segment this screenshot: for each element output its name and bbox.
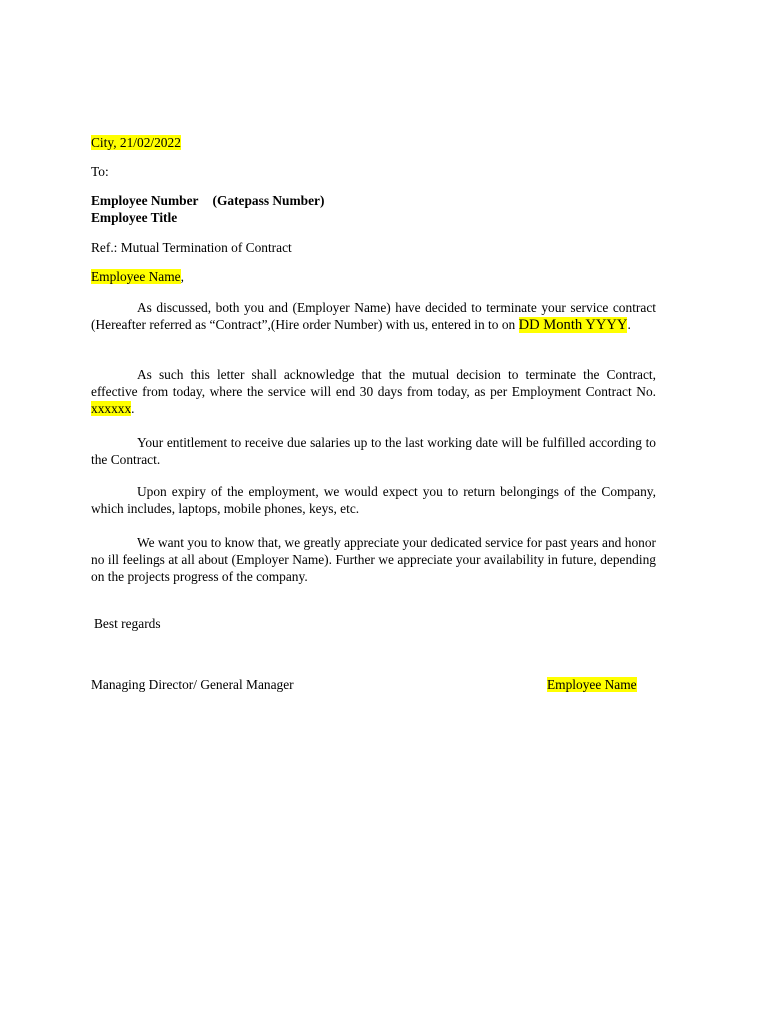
salutation-name: Employee Name	[91, 269, 181, 284]
paragraph-2-end: .	[131, 401, 135, 416]
contract-number: xxxxxx	[91, 401, 132, 416]
paragraph-2-text: As such this letter shall acknowledge that the mutual decision to terminate the Contract, effective from today, where the service will end 30 days from today, as per Employment Contract No.	[91, 367, 656, 399]
paragraph-2	[91, 366, 656, 417]
place-date: City, 21/02/2022	[91, 135, 181, 150]
paragraph-5	[91, 534, 656, 585]
employee-title: Employee Title	[91, 210, 178, 225]
employee-number-line	[91, 192, 324, 209]
contract-date: DD Month YYYY	[518, 317, 628, 333]
paragraph-1-text: As discussed, both you and (Employer Name) have decided to terminate your service contract (Hereafter referred as “Contract”,(Hire order Number) with us, entered in to on	[91, 300, 656, 332]
to-label: To:	[91, 164, 109, 179]
signatory-right-line	[547, 676, 637, 693]
reference-line: Ref.: Mutual Termination of Contract	[91, 240, 292, 255]
signatory-right: Employee Name	[547, 677, 637, 692]
paragraph-5-text: We want you to know that, we greatly appreciate your dedicated service for past years and honor no ill feelings at all about (Employer Name). Further we appreciate your availability in future, depending on the projects progress of the company.	[91, 535, 656, 584]
paragraph-1-end: .	[627, 317, 631, 332]
paragraph-4	[91, 483, 656, 517]
paragraph-3	[91, 434, 656, 468]
salutation-punct: ,	[180, 269, 184, 284]
paragraph-3-text: Your entitlement to receive due salaries up to the last working date will be fulfilled according to the Contract.	[91, 435, 656, 467]
paragraph-1	[91, 299, 656, 334]
salutation-line	[91, 268, 184, 285]
place-date-line	[91, 134, 181, 151]
signatory-left: Managing Director/ General Manager	[91, 677, 294, 692]
gatepass-number: (Gatepass Number)	[212, 193, 325, 208]
employee-number: Employee Number	[91, 193, 199, 208]
paragraph-4-text: Upon expiry of the employment, we would expect you to return belongings of the Company, which includes, laptops, mobile phones, keys, etc.	[91, 484, 656, 516]
closing: Best regards	[94, 616, 161, 631]
